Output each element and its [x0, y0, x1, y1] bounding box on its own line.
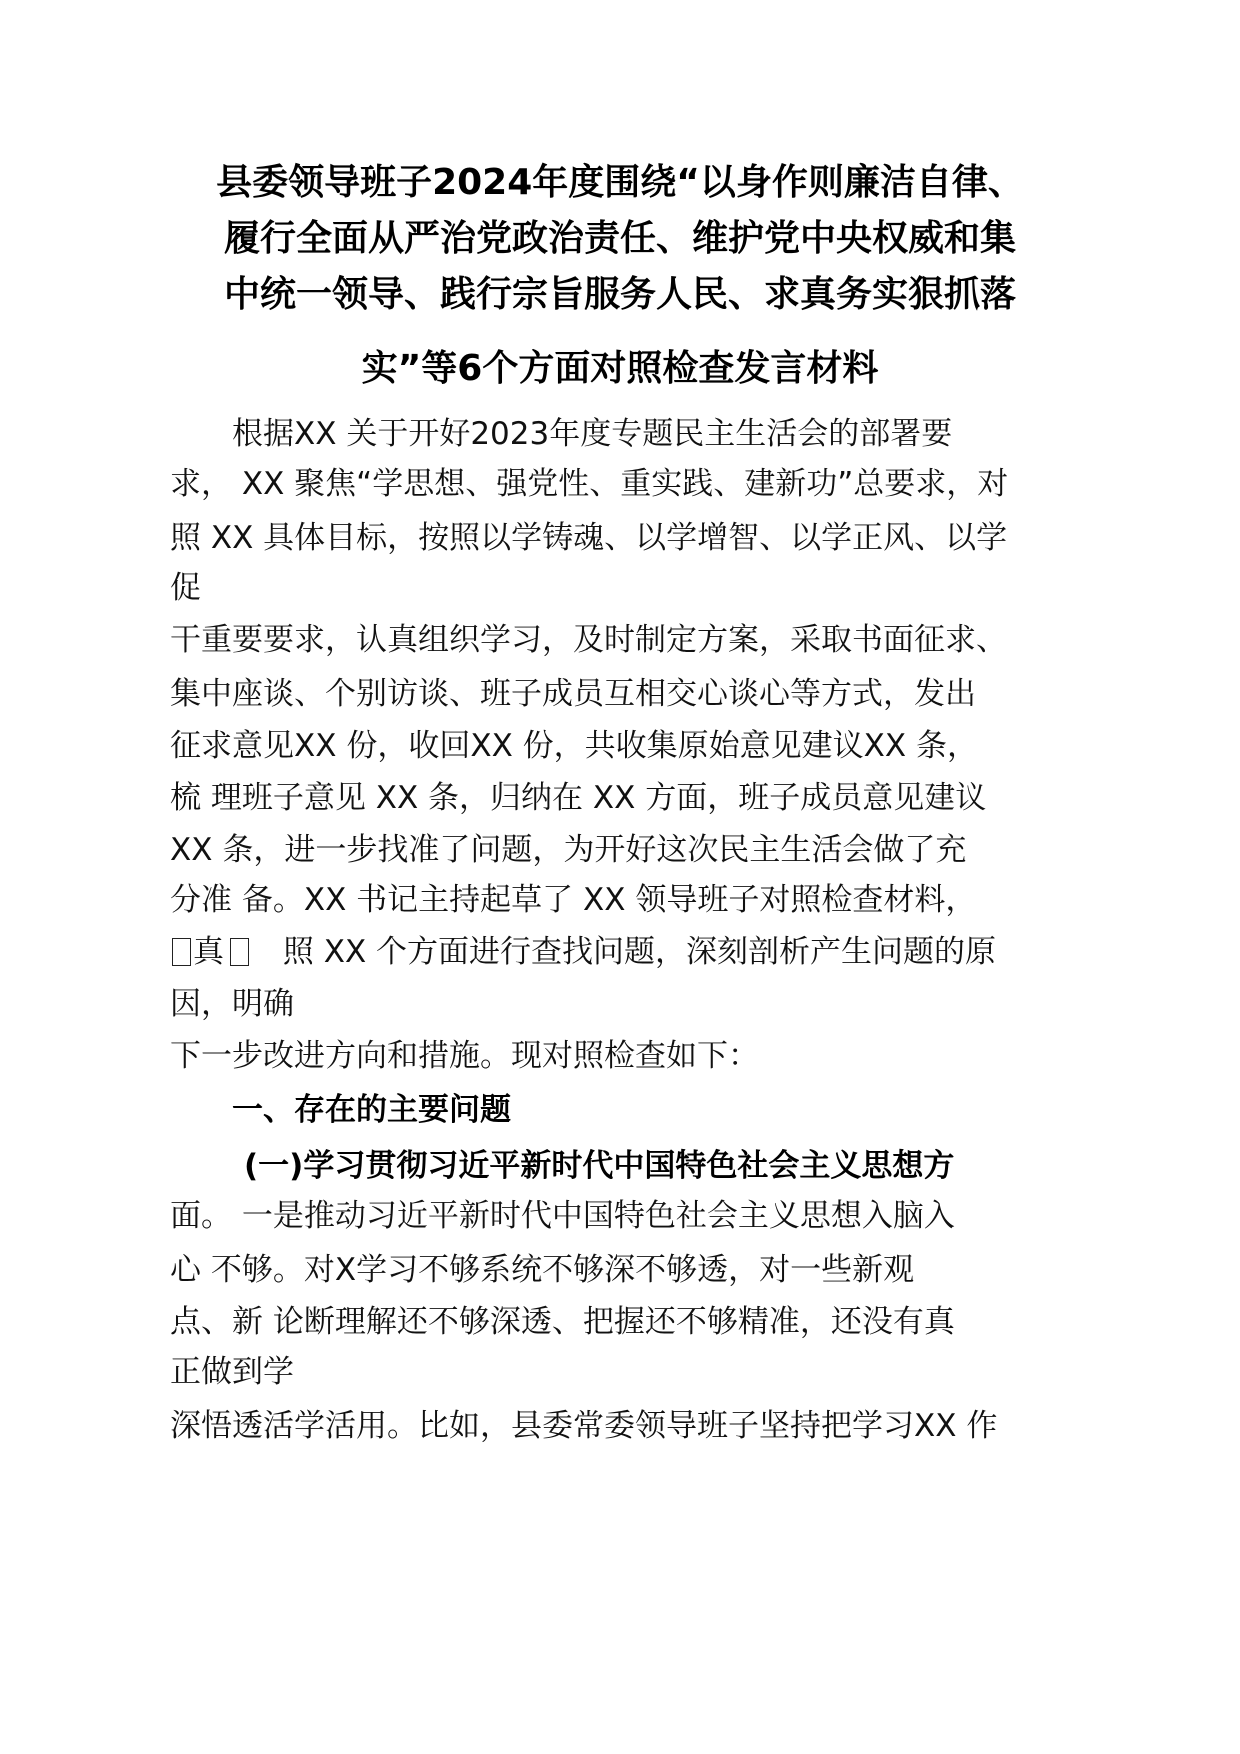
title-line: 履行全面从严治党政治责任、维护党中央权威和集 [223, 218, 1016, 259]
missing-glyph-box [230, 938, 249, 966]
body-line: 干重要要求，认真组织学习，及时制定方案，采取书面征求、 [170, 622, 1007, 658]
subsection-heading: (一)学习贯彻习近平新时代中国特色社会主义思想方 [244, 1148, 955, 1184]
body-line: 梳 理班子意见 XX 条，归纳在 XX 方面，班子成员意见建议 [170, 780, 987, 816]
body-line: 照 XX 具体目标，按照以学铸魂、以学增智、以学正风、以学 [170, 520, 1008, 556]
body-line-segment: 照 XX 个方面进行查找问题，深刻剖析产生问题的原 [282, 934, 997, 970]
body-line: 心 不够。对X学习不够系统不够深不够透，对一些新观 [170, 1252, 915, 1288]
body-line: 促 [170, 570, 201, 606]
body-line: 深悟透活学活用。比如，县委常委领导班子坚持把学习XX 作 [170, 1408, 998, 1444]
body-line: 下一步改进方向和措施。现对照检查如下： [170, 1038, 759, 1074]
title-line: 县委领导班子2024年度围绕“以身作则廉洁自律、 [216, 162, 1024, 203]
body-line: 根据XX 关于开好2023年度专题民主生活会的部署要 [232, 416, 953, 452]
body-line: 面。 一是推动习近平新时代中国特色社会主义思想入脑入 [170, 1198, 955, 1234]
body-line: 正做到学 [170, 1354, 294, 1390]
body-line: 集中座谈、个别访谈、班子成员互相交心谈心等方式，发出 [170, 676, 976, 712]
document-title [190, 155, 1050, 397]
body-line: 求， XX 聚焦“学思想、强党性、重实践、建新功”总要求，对 [170, 466, 1009, 502]
body-line: 分准 备。XX 书记主持起草了 XX 领导班子对照检查材料， [170, 882, 977, 918]
missing-glyph-box [172, 938, 191, 966]
body-line: 征求意见XX 份，收回XX 份，共收集原始意见建议XX 条， [170, 728, 978, 764]
title-line: 实”等6个方面对照检查发言材料 [361, 348, 879, 389]
body-line: 因，明确 [170, 986, 294, 1022]
body-line [170, 932, 996, 972]
section-heading: 一、存在的主要问题 [232, 1092, 511, 1128]
body-line: 点、新 论断理解还不够深透、把握还不够精准，还没有真 [170, 1304, 955, 1340]
title-line: 中统一领导、践行宗旨服务人民、求真务实狠抓落 [223, 274, 1016, 315]
body-line-segment: 真 [193, 934, 224, 970]
body-line: XX 条，进一步找准了问题，为开好这次民主生活会做了充 [170, 832, 967, 868]
